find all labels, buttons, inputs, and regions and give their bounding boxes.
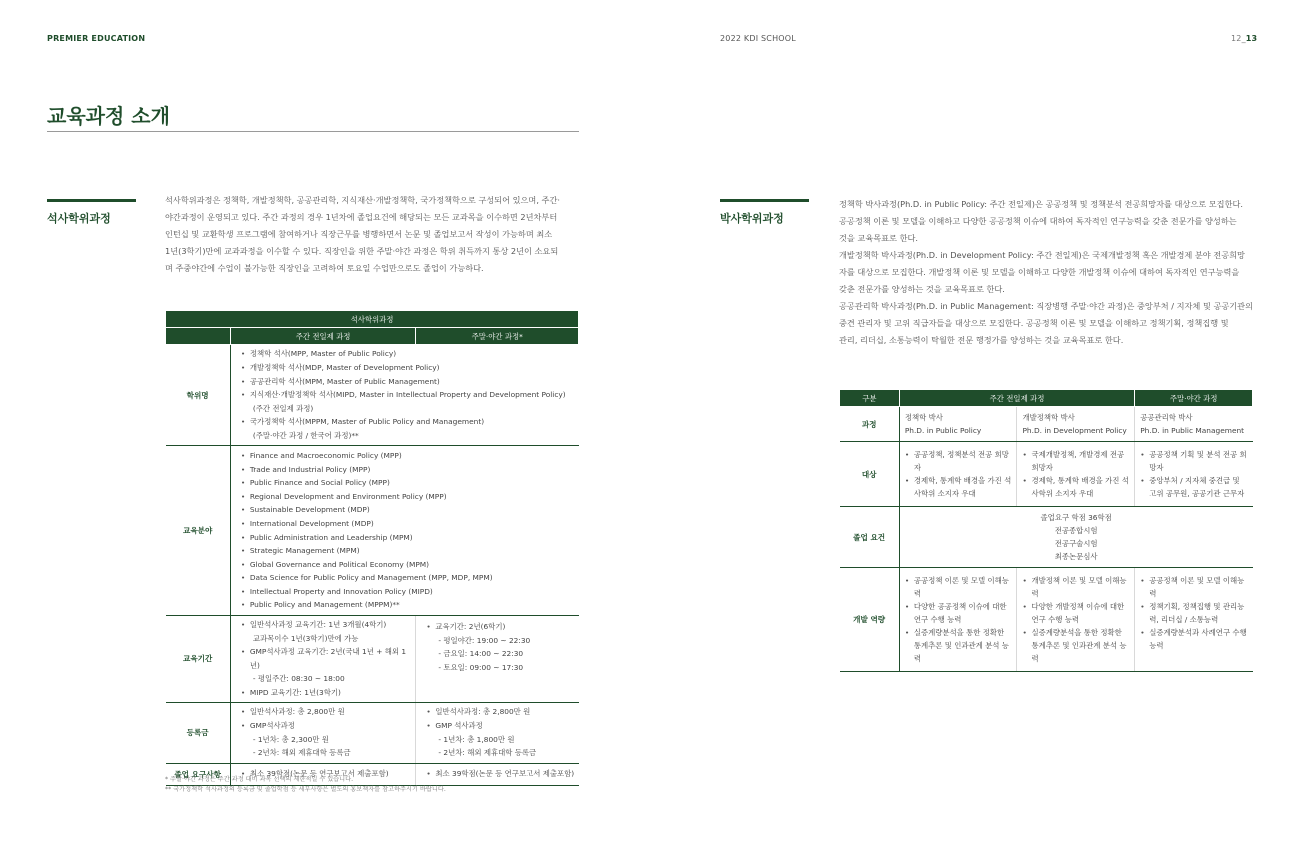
masters-paragraph-line: 야간과정이 운영되고 있다. 주간 과정의 경우 1년차에 졸업요건에 해당되는 모든 교과목을 이수하면 2년차부터 xyxy=(165,212,558,222)
list-item: • 공공정책, 정책분석 전공 희망자 xyxy=(905,448,1012,474)
doctoral-section-label: 박사학위과정 xyxy=(720,212,784,225)
masters-paragraph-line: 1년(3학기)만에 교과과정을 이수할 수 있다. 직장인을 위한 주말·야간 과정은 학위 취득까지 통상 2년이 소요되 xyxy=(165,246,559,256)
list-item: - 평일야간: 19:00 ~ 22:30 xyxy=(438,635,531,645)
list-item: • 실증계량분석을 통한 정확한 통계추론 및 인과관계 분석 능력 xyxy=(1022,626,1129,665)
list-item: • GMP석사과정 교육기간: 2년(국내 1년 + 해외 1년) xyxy=(241,645,412,672)
list-item: • Public Administration and Leadership (MPM) xyxy=(241,531,575,545)
tuition-fulltime-cell xyxy=(230,702,416,763)
doctoral-paragraph xyxy=(839,196,1259,349)
list-item: 교과목이수 1년(3학기)만에 가능 xyxy=(252,633,359,643)
list-item: - 금요일: 14:00 ~ 22:30 xyxy=(438,649,524,659)
list-item: • 공공정책 기획 및 분석 전공 희망자 xyxy=(1140,448,1247,474)
list-item: • MIPD 교육기간: 1년(3학기) xyxy=(241,686,412,700)
doctoral-paragraph-line: 중견 관리자 및 고위 직급자들을 대상으로 모집한다. 공공정책 이론 및 모델을 이해하고 정책기획, 정책집행 및 xyxy=(839,318,1229,328)
list-item: • Regional Development and Environment Policy (MPP) xyxy=(241,490,575,504)
list-item: • International Development (MDP) xyxy=(241,517,575,531)
row-label-period: 교육기간 xyxy=(166,616,231,703)
doctoral-paragraph-line: 공공정책 이론 및 모델을 이해하고 다양한 공공정책 이슈에 대하여 독자적인 연구능력을 갖춘 전문가를 양성하는 xyxy=(839,216,1237,226)
masters-paragraph-line: 며 주중야간에 수업이 불가능한 직장인을 고려하여 토요일 수업만으로도 졸업이 가능하다. xyxy=(165,263,484,273)
masters-paragraph-line: 석사학위과정은 정책학, 개발정책학, 공공관리학, 지식재산·개발정책학, 국가정책학으로 구성되어 있으며, 주간· xyxy=(165,195,560,205)
list-item: • 경제학, 통계학 배경을 가진 석사학위 소지자 우대 xyxy=(905,474,1012,500)
list-item: - 평일주간: 08:30 ~ 18:00 xyxy=(252,674,345,684)
graduation-req-line: 전공구술시험 xyxy=(1054,539,1098,548)
list-item: • 중앙부처 / 지자체 중견급 및 고위 공무원, 공공기관 근무자 xyxy=(1140,474,1247,500)
list-item: • 실증계량분석과 사례연구 수행 능력 xyxy=(1140,626,1247,652)
list-item: - 2년차: 해외 제휴대학 등록금 xyxy=(252,748,351,758)
header-publication: 2022 KDI SCHOOL xyxy=(720,34,796,43)
program-cell xyxy=(899,407,1017,442)
masters-col-weekend: 주말·야간 과정* xyxy=(416,328,579,345)
list-item: • GMP석사과정 xyxy=(241,719,412,733)
program-name: 개발정책학 박사 xyxy=(1022,413,1075,422)
masters-paragraph xyxy=(165,192,585,277)
graduation-req-cell xyxy=(899,507,1252,568)
doctoral-paragraph-line: 자를 대상으로 모집한다. 개발정책 이론 및 모델을 이해하고 다양한 개발정책 이슈에 대하여 독자적인 연구능력을 xyxy=(839,267,1240,277)
target-cell xyxy=(1135,442,1253,507)
row-label-fields: 교육분야 xyxy=(166,446,231,616)
list-item: • Finance and Macroeconomic Policy (MPP) xyxy=(241,449,575,463)
program-name-en: Ph.D. in Public Policy xyxy=(904,426,982,435)
list-item: • Public Policy and Management (MPPM)** xyxy=(241,598,575,612)
list-item: - 1년차: 총 2,300만 원 xyxy=(252,734,329,744)
list-item: • 일반석사과정: 총 2,800만 원 xyxy=(241,705,412,719)
list-item: • 일반석사과정 교육기간: 1년 3개월(4학기) xyxy=(241,618,412,632)
tuition-weekend-cell xyxy=(416,702,579,763)
list-item: • 국가정책학 석사(MPPM, Master of Public Policy and Management) xyxy=(241,415,575,429)
list-item: • Global Governance and Political Economy (MPM) xyxy=(241,558,575,572)
masters-section-label: 석사학위과정 xyxy=(47,212,111,225)
doctoral-section-bar xyxy=(720,199,809,202)
masters-table-corner xyxy=(166,328,231,345)
list-item: • GMP 석사과정 xyxy=(426,719,574,733)
list-item: • 개발정책학 석사(MDP, Master of Development Policy) xyxy=(241,361,575,375)
masters-table xyxy=(165,310,579,786)
degree-cell xyxy=(230,345,578,446)
doctoral-col-category: 구분 xyxy=(840,390,900,407)
program-name-en: Ph.D. in Public Management xyxy=(1140,426,1245,435)
list-item: (주간 전일제 과정) xyxy=(252,403,314,413)
doctoral-col-weekend: 주말·야간 과정 xyxy=(1135,390,1253,407)
row-label-tuition: 등록금 xyxy=(166,702,231,763)
target-cell xyxy=(1017,442,1135,507)
program-cell xyxy=(1017,407,1135,442)
list-item: • Public Finance and Social Policy (MPP) xyxy=(241,476,575,490)
masters-section-bar xyxy=(47,199,136,202)
list-item: • 지식재산·개발정책학 석사(MIPD, Master in Intellectual Property and Development Policy) xyxy=(241,388,575,402)
competency-cell xyxy=(1017,568,1135,672)
page-number xyxy=(1231,34,1257,43)
fields-cell xyxy=(230,446,578,616)
doctoral-table xyxy=(839,389,1253,672)
list-item: • 정책학 석사(MPP, Master of Public Policy) xyxy=(241,347,575,361)
competency-cell xyxy=(899,568,1017,672)
list-item: - 2년차: 해외 제휴대학 등록금 xyxy=(438,748,537,758)
page-title: 교육과정 소개 xyxy=(47,104,170,128)
row-label-competency: 개발 역량 xyxy=(840,568,900,672)
program-name-en: Ph.D. in Development Policy xyxy=(1022,426,1127,435)
list-item: • 경제학, 통계학 배경을 가진 석사학위 소지자 우대 xyxy=(1022,474,1129,500)
masters-footnotes xyxy=(165,775,585,795)
target-cell xyxy=(899,442,1017,507)
graduation-req-line: 전공종합시험 xyxy=(1054,526,1098,535)
page-number-right: 13 xyxy=(1245,34,1258,43)
doctoral-paragraph-line: 것을 교육목표로 한다. xyxy=(839,233,918,243)
program-cell xyxy=(1135,407,1253,442)
list-item: • Data Science for Public Policy and Management (MPP, MDP, MPM) xyxy=(241,571,575,585)
period-weekend-cell xyxy=(416,616,579,703)
masters-paragraph-line: 인턴십 및 교환학생 프로그램에 참여하거나 직장근무를 병행하면서 논문 및 졸업보고서 작성이 가능하며 최소 xyxy=(165,229,553,239)
list-item: - 1년차: 총 1,800만 원 xyxy=(438,734,515,744)
list-item: • 실증계량분석을 통한 정확한 통계추론 및 인과관계 분석 능력 xyxy=(905,626,1012,665)
list-item: • Trade and Industrial Policy (MPP) xyxy=(241,463,575,477)
footnote: ** 국가정책학 석사과정의 등록금 및 졸업학점 등 세부사항은 별도의 홍보책자를 참고하주시기 바랍니다. xyxy=(165,786,446,793)
row-label-program: 과정 xyxy=(840,407,900,442)
list-item: - 토요일: 09:00 ~ 17:30 xyxy=(438,662,524,672)
page-number-left: 12_ xyxy=(1231,34,1246,43)
graduation-req-line: 최종논문심사 xyxy=(1054,552,1098,561)
doctoral-paragraph-line: 정책학 박사과정(Ph.D. in Public Policy: 주간 전일제)은 공공정책 및 정책분석 전공희망자를 대상으로 모집한다. xyxy=(839,199,1243,209)
list-item: • 다양한 개발정책 이슈에 대한 연구 수행 능력 xyxy=(1022,600,1129,626)
list-item: • Intellectual Property and Innovation Policy (MIPD) xyxy=(241,585,575,599)
period-fulltime-cell xyxy=(230,616,416,703)
doctoral-paragraph-line: 개발정책학 박사과정(Ph.D. in Development Policy: 주간 전일제)은 국제개발정책 혹은 개발경제 분야 전공희망 xyxy=(839,250,1245,260)
list-item: • 정책기획, 정책집행 및 관리능력, 리더십 / 소통능력 xyxy=(1140,600,1247,626)
competency-cell xyxy=(1135,568,1253,672)
masters-table-caption: 석사학위과정 xyxy=(166,311,579,328)
list-item: • 공공관리학 석사(MPM, Master of Public Management) xyxy=(241,375,575,389)
row-label-graduation-req: 졸업 요건 xyxy=(840,507,900,568)
list-item: • 다양한 공공정책 이슈에 대한 연구 수행 능력 xyxy=(905,600,1012,626)
list-item: • 최소 39학점(논문 등 연구보고서 제출포함) xyxy=(426,767,574,781)
list-item: • Strategic Management (MPM) xyxy=(241,544,575,558)
program-name: 정책학 박사 xyxy=(904,413,943,422)
graduation-req-line: 졸업요구 학점 36학점 xyxy=(1040,513,1112,522)
doctoral-col-fulltime: 주간 전일제 과정 xyxy=(899,390,1134,407)
list-item: • Sustainable Development (MDP) xyxy=(241,503,575,517)
footnote: * 주말·야간 과정은 주간 과정 대비 과목 선택의 제한적일 수 있습니다. xyxy=(165,776,354,783)
list-item: • 공공정책 이론 및 모델 이해능력 xyxy=(1140,574,1247,600)
title-divider xyxy=(47,131,579,132)
row-label-target: 대상 xyxy=(840,442,900,507)
list-item: (주말·야간 과정 / 한국어 과정)** xyxy=(252,430,359,440)
row-label-degree: 학위명 xyxy=(166,345,231,446)
list-item: • 국제개발정책, 개발경제 전공 희망자 xyxy=(1022,448,1129,474)
row-label-graduation: 졸업 요구사항 xyxy=(166,763,231,785)
program-name: 공공관리학 박사 xyxy=(1140,413,1193,422)
list-item: • 개발정책 이론 및 모델 이해능력 xyxy=(1022,574,1129,600)
masters-col-fulltime: 주간 전일제 과정 xyxy=(230,328,416,345)
doctoral-paragraph-line: 공공관리학 박사과정(Ph.D. in Public Management: 직장병행 주말·야간 과정)은 중앙부처 / 지자체 및 공공기관의 xyxy=(839,301,1254,311)
doctoral-paragraph-line: 갖춘 전문가를 양성하는 것을 교육목표로 한다. xyxy=(839,284,1005,294)
list-item: • 최소 39학점(논문 등 연구보고서 제출포함) xyxy=(241,767,412,781)
list-item: • 공공정책 이론 및 모델 이해능력 xyxy=(905,574,1012,600)
list-item: • 일반석사과정: 총 2,800만 원 xyxy=(426,705,574,719)
doctoral-paragraph-line: 관리, 리더십, 소통능력이 탁월한 전문 행정가를 양성하는 것을 교육목표로 한다. xyxy=(839,335,1124,345)
list-item: • 교육기간: 2년(6학기) xyxy=(426,620,574,634)
header-section-label: PREMIER EDUCATION xyxy=(47,34,146,43)
